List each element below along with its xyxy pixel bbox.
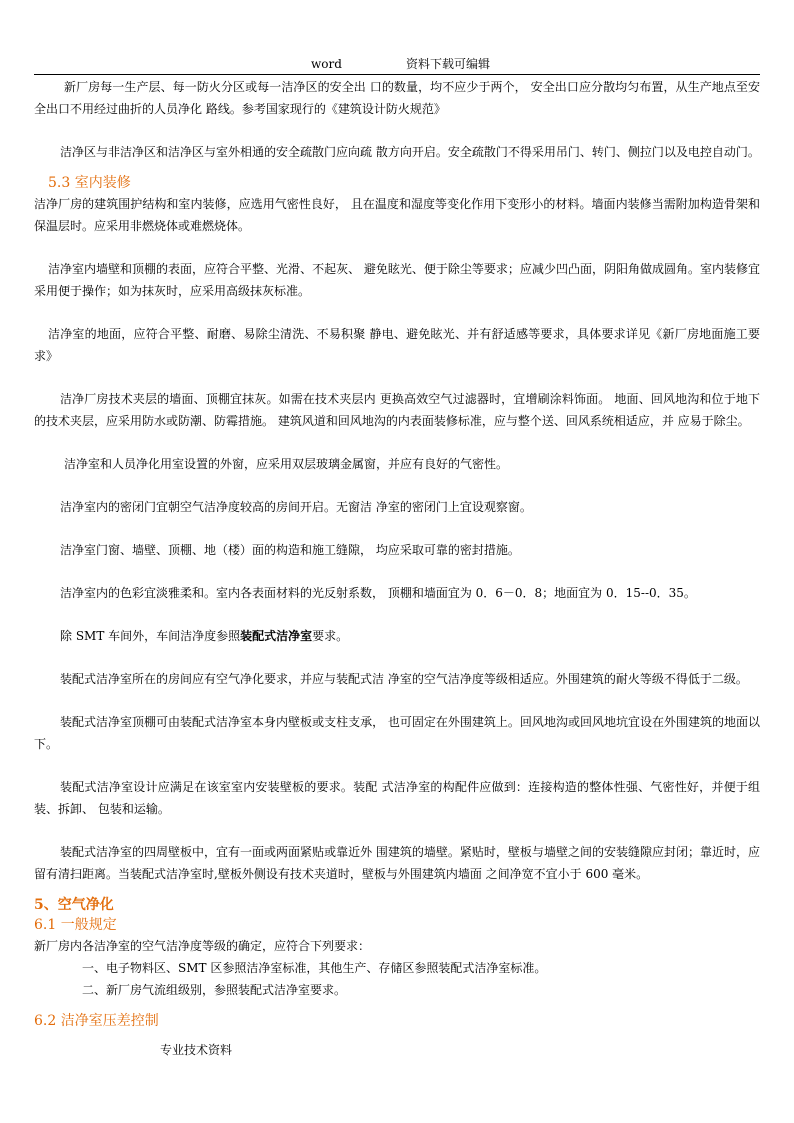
paragraph-cleanliness-levels: 新厂房内各洁净室的空气洁净度等级的确定，应符合下列要求： [34, 939, 371, 953]
paragraph-wall-ceiling: 洁净室内墙壁和顶棚的表面，应符合平整、光滑、不起灰、 避免眩光、便于除尘等要求；应减少凹凸面，阴阳角做成圆角。室内装修宜采用便于操作；如为抹灰时，应采用高级抹灰标准。 [34, 262, 760, 298]
smt-reference-text: 除 SMT 车间外，车间洁净度参照 [60, 629, 241, 643]
section-heading-6-1: 6.1 一般规定 [34, 917, 117, 933]
section-heading-5-3: 5.3 室内装修 [48, 175, 131, 191]
header-right-text: 资料下载可编辑 [406, 57, 491, 71]
paragraph-prefab-design: 装配式洁净室设计应满足在该室室内安装壁板的要求。装配 式洁净室的构配件应做到：连接构造的整体性强、气密性好，并便于组装、拆卸、 包装和运输。 [34, 780, 760, 816]
paragraph-airtight-doors: 洁净室内的密闭门宜朝空气洁净度较高的房间开启。无窗洁 净室的密闭门上宜设观察窗。 [60, 500, 532, 514]
list-item: 一、电子物料区、SMT 区参照洁净室标准，其他生产、存储区参照装配式洁净室标准。 [82, 961, 547, 975]
section-heading-6-2: 6.2 洁净室压差控制 [34, 1013, 159, 1029]
header-left-text: word [311, 57, 342, 71]
paragraph-smt-reference [34, 625, 760, 647]
paragraph-tech-interlayer: 洁净厂房技术夹层的墙面、顶棚宜抹灰。如需在技术夹层内 更换高效空气过滤器时，宜增刷涂料饰面。 地面、回风地沟和位于地下的技术夹层，应采用防水或防潮、防霉措施。 建筑风道和回风地沟的内表面装修标准，应与整个送、回风系统相适应，并 应易于除尘。 [34, 392, 760, 428]
paragraph-prefab-room: 装配式洁净室所在的房间应有空气净化要求，并应与装配式洁 净室的空气洁净度等级相适应。外围建筑的耐火等级不得低于二级。 [60, 672, 748, 686]
document-body [34, 76, 760, 1031]
page-header [34, 56, 760, 75]
page-footer: 专业技术资料 [160, 1043, 233, 1057]
paragraph-evacuation-doors: 洁净区与非洁净区和洁净区与室外相通的安全疏散门应向疏 散方向开启。安全疏散门不得采用吊门、转门、侧拉门以及电控自动门。 [60, 145, 760, 159]
paragraph-envelope-materials: 洁净厂房的建筑围护结构和室内装修，应选用气密性良好， 且在温度和湿度等变化作用下变形小的材料。墙面内装修当需附加构造骨架和保温层时。应采用非燃烧体或难燃烧体。 [34, 197, 760, 233]
paragraph-floor: 洁净室的地面，应符合平整、耐磨、易除尘清洗、不易积聚 静电、避免眩光、并有舒适感等要求，具体要求详见《新厂房地面施工要求》 [34, 327, 760, 363]
smt-reference-bold: 装配式洁净室 [240, 629, 313, 643]
list-item: 二、新厂房气流组级别，参照装配式洁净室要求。 [82, 983, 347, 997]
paragraph-colors: 洁净室内的色彩宜淡雅柔和。室内各表面材料的光反射系数， 顶棚和墙面宜为 0．6－0．8；地面宜为 0．15--0．35。 [60, 586, 696, 600]
paragraph-sealing: 洁净室门窗、墙壁、顶棚、地（楼）面的构造和施工缝隙， 均应采取可靠的密封措施。 [60, 543, 520, 557]
paragraph-windows: 洁净室和人员净化用室设置的外窗，应采用双层玻璃金属窗，并应有良好的气密性。 [64, 457, 509, 471]
chapter-heading-air-purification: 5、空气净化 [34, 897, 114, 913]
paragraph-prefab-walls: 装配式洁净室的四周壁板中，宜有一面或两面紧贴或靠近外 围建筑的墙壁。紧贴时，壁板与墙壁之间的安装缝隙应封闭；靠近时，应留有清扫距离。当装配式洁净室时,壁板外侧设有技术夹道时，壁板与外围建筑内墙面 之间净宽不宜小于 600 毫米。 [34, 845, 760, 881]
paragraph-prefab-ceiling: 装配式洁净室顶棚可由装配式洁净室本身内壁板或支柱支承， 也可固定在外围建筑上。回风地沟或回风地坑宜设在外围建筑的地面以下。 [34, 715, 760, 751]
smt-reference-suffix: 要求。 [312, 629, 349, 643]
paragraph-safety-exits: 新厂房每一生产层、每一防火分区或每一洁净区的安全出 口的数量，均不应少于两个， 安全出口应分散均匀布置，从生产地点至安全出口不用经过曲折的人员净化 路线。参考国家现行的《建筑设计防火规范》 [34, 80, 760, 116]
